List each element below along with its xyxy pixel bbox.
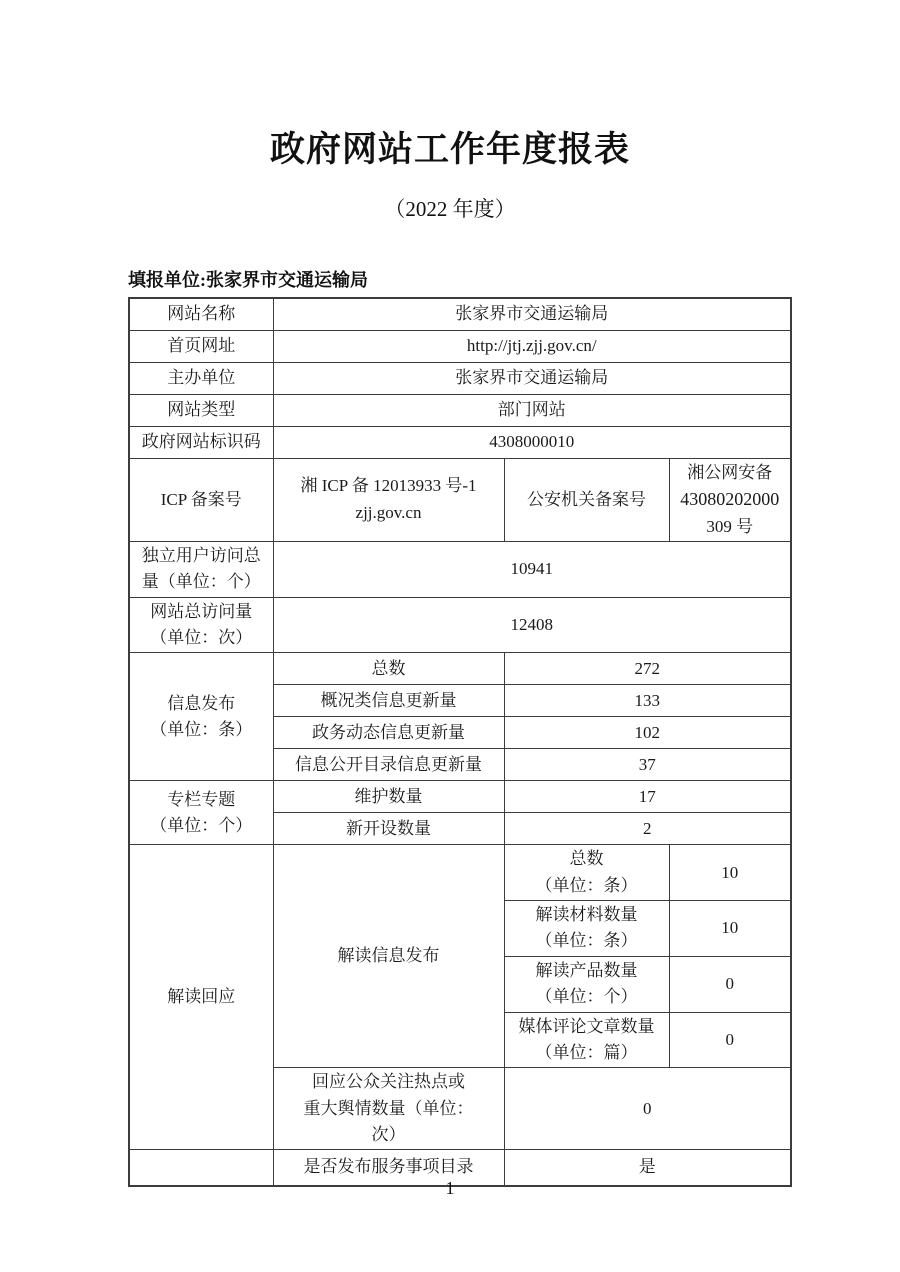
site-name-label: 网站名称 (129, 298, 273, 330)
unique-visitors-label: 独立用户访问总 量（单位：个） (129, 542, 273, 598)
info-directory-label: 信息公开目录信息更新量 (273, 749, 504, 781)
security-filing-label: 公安机关备案号 (504, 458, 669, 542)
topic-maintained-label: 维护数量 (273, 781, 504, 813)
security-filing-line2: 43080202000 (680, 488, 780, 509)
annual-report-table (128, 297, 792, 1187)
icp-value (273, 458, 504, 542)
interpretation-group-label: 解读回应 (129, 845, 273, 1150)
interp-materials-value: 10 (669, 901, 791, 957)
info-total-value: 272 (504, 653, 791, 685)
total-visits-value: 12408 (273, 597, 791, 653)
report-year: （2022 年度） (384, 197, 516, 221)
table-row-info-total (129, 653, 791, 685)
icp-value-line2: zjj.gov.cn (355, 502, 422, 522)
icp-label: ICP 备案号 (129, 458, 273, 542)
info-dynamic-label: 政务动态信息更新量 (273, 717, 504, 749)
info-dynamic-value: 102 (504, 717, 791, 749)
info-overview-label: 概况类信息更新量 (273, 685, 504, 717)
security-filing-line1: 湘公网安备 (687, 462, 773, 482)
info-publish-group-label: 信息发布 （单位：条） (129, 653, 273, 781)
interp-total-value: 10 (669, 845, 791, 901)
table-row-interp-total (129, 845, 791, 901)
host-unit-value: 张家界市交通运输局 (273, 362, 791, 394)
service-catalog-value: 是 (504, 1150, 791, 1186)
table-row-host-unit (129, 362, 791, 394)
host-unit-label: 主办单位 (129, 362, 273, 394)
info-directory-value: 37 (504, 749, 791, 781)
service-catalog-label: 是否发布服务事项目录 (273, 1150, 504, 1186)
site-id-code-label: 政府网站标识码 (129, 426, 273, 458)
security-filing-line3: 309 号 (706, 516, 754, 536)
hotspot-response-value: 0 (504, 1068, 791, 1150)
table-row-total-visits (129, 597, 791, 653)
table-row-topic-maintained (129, 781, 791, 813)
table-row-site-name (129, 298, 791, 330)
unique-visitors-value: 10941 (273, 542, 791, 598)
interp-products-label: 解读产品数量 （单位：个） (504, 956, 669, 1012)
filing-unit-label: 填报单位:张家界市交通运输局 (128, 270, 368, 290)
table-row-site-type (129, 394, 791, 426)
interp-media-label: 媒体评论文章数量 （单位：篇） (504, 1012, 669, 1068)
interpretation-publish-label: 解读信息发布 (273, 845, 504, 1068)
table-row-unique-visitors (129, 542, 791, 598)
homepage-url-label: 首页网址 (129, 330, 273, 362)
interp-materials-label: 解读材料数量 （单位：条） (504, 901, 669, 957)
topic-new-value: 2 (504, 813, 791, 845)
table-row-homepage-url (129, 330, 791, 362)
interp-total-label: 总数 （单位：条） (504, 845, 669, 901)
hotspot-response-label: 回应公众关注热点或 重大舆情数量（单位： 次） (273, 1068, 504, 1150)
table-row-icp (129, 458, 791, 542)
total-visits-label: 网站总访问量 （单位：次） (129, 597, 273, 653)
interp-media-value: 0 (669, 1012, 791, 1068)
topic-new-label: 新开设数量 (273, 813, 504, 845)
table-row-site-id-code (129, 426, 791, 458)
site-type-value: 部门网站 (273, 394, 791, 426)
interp-products-value: 0 (669, 956, 791, 1012)
topic-maintained-value: 17 (504, 781, 791, 813)
icp-value-line1: 湘 ICP 备 12013933 号-1 (300, 476, 477, 496)
page-number: 1 (445, 1178, 455, 1198)
page-title: 政府网站工作年度报表 (269, 130, 630, 169)
site-type-label: 网站类型 (129, 394, 273, 426)
site-id-code-value: 4308000010 (273, 426, 791, 458)
info-total-label: 总数 (273, 653, 504, 685)
site-name-value: 张家界市交通运输局 (273, 298, 791, 330)
info-overview-value: 133 (504, 685, 791, 717)
security-filing-value (669, 458, 791, 542)
special-columns-group-label: 专栏专题 （单位：个） (129, 781, 273, 845)
homepage-url-value: http://jtj.zjj.gov.cn/ (273, 330, 791, 362)
